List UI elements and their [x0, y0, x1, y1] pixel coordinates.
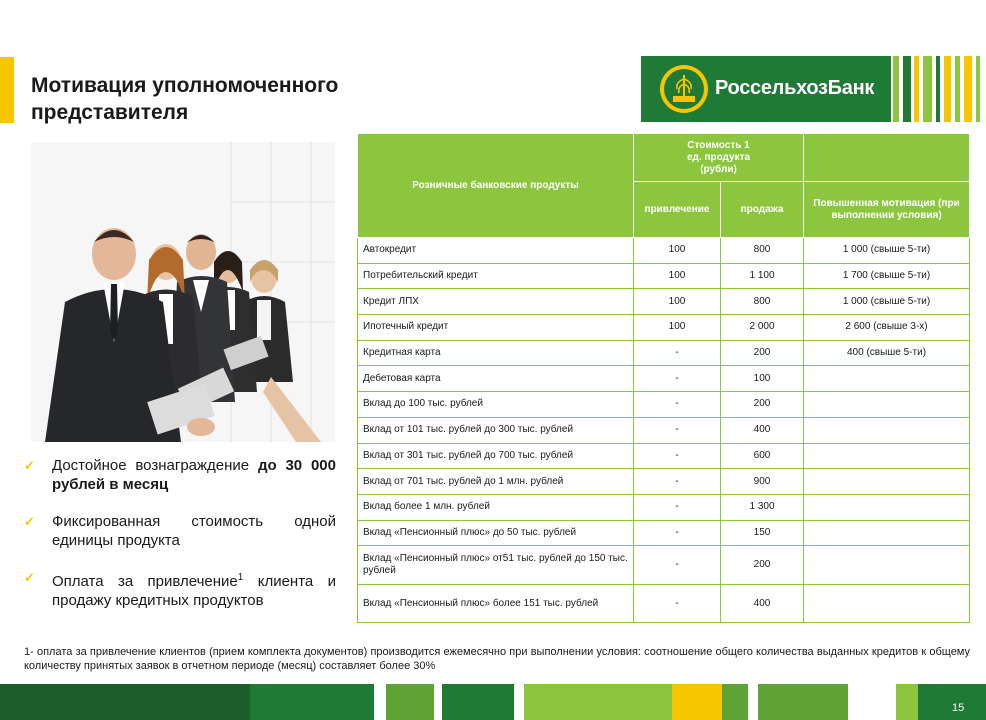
product-name-cell: Вклад от 301 тыс. рублей до 700 тыс. рублей [358, 443, 634, 469]
benefit-item: ✓ Достойное вознаграждение до 30 000 рублей в месяц [24, 457, 336, 493]
table-row [358, 289, 970, 315]
table-row [358, 238, 970, 264]
table-row [358, 443, 970, 469]
attract-cost-cell: - [634, 546, 721, 585]
table-row [358, 340, 970, 366]
product-name-cell: Вклад от 101 тыс. рублей до 300 тыс. рублей [358, 417, 634, 443]
attract-cost-cell: - [634, 585, 721, 623]
header-attract: привлечение [634, 182, 721, 238]
bank-logo [641, 56, 891, 122]
table-row [358, 520, 970, 546]
table-row [358, 546, 970, 585]
benefit-item: ✓ Оплата за привлечение$^1$ клиента и продажу кредитных продуктов [24, 570, 336, 609]
table-row [358, 263, 970, 289]
attract-cost-cell: - [634, 417, 721, 443]
product-name-cell: Вклад «Пенсионный плюс» более 151 тыс. рублей [358, 585, 634, 623]
product-name-cell: Кредитная карта [358, 340, 634, 366]
product-name-cell: Дебетовая карта [358, 366, 634, 392]
table-row [358, 315, 970, 341]
bonus-cell: 1 000 (свыше 5-ти) [804, 238, 970, 264]
attract-cost-cell: 100 [634, 289, 721, 315]
sale-cost-cell: 2 000 [721, 315, 804, 341]
sale-cost-cell: 800 [721, 289, 804, 315]
attract-cost-cell: 100 [634, 315, 721, 341]
product-cost-table [357, 133, 970, 623]
sale-cost-cell: 800 [721, 238, 804, 264]
table-row [358, 585, 970, 623]
sale-cost-cell: 400 [721, 585, 804, 623]
bonus-cell [804, 520, 970, 546]
header-cost: Стоимость 1 ед. продукта (рубли) [634, 134, 804, 182]
product-name-cell: Вклад «Пенсионный плюс» до 50 тыс. рублей [358, 520, 634, 546]
bonus-cell [804, 494, 970, 520]
product-name-cell: Потребительский кредит [358, 263, 634, 289]
sale-cost-cell: 200 [721, 546, 804, 585]
product-name-cell: Автокредит [358, 238, 634, 264]
attract-cost-cell: - [634, 443, 721, 469]
bonus-cell: 2 600 (свыше 3-х) [804, 315, 970, 341]
bonus-cell [804, 392, 970, 418]
header-bonus: Повышенная мотивация (при выполнении условия) [804, 182, 970, 238]
sale-cost-cell: 150 [721, 520, 804, 546]
sale-cost-cell: 1 100 [721, 263, 804, 289]
footnote: 1- оплата за привлечение клиентов (прием комплекта документов) производится ежемесячно при выполнении условия: соотношение общего количества выданных кредитов к общему количеству принятых заявок в отчетном периоде (месяц) составляет более 30% [24, 646, 970, 672]
bonus-cell: 1 700 (свыше 5-ти) [804, 263, 970, 289]
table-row [358, 366, 970, 392]
sale-cost-cell: 200 [721, 392, 804, 418]
product-name-cell: Кредит ЛПХ [358, 289, 634, 315]
benefits-list [24, 456, 336, 628]
sale-cost-cell: 600 [721, 443, 804, 469]
header-sale: продажа [721, 182, 804, 238]
bonus-cell [804, 443, 970, 469]
checkmark-icon: ✓ [24, 458, 35, 473]
logo-stripes-decoration [893, 56, 986, 122]
checkmark-icon: ✓ [24, 570, 35, 585]
bonus-cell: 400 (свыше 5-ти) [804, 340, 970, 366]
header-product: Розничные банковские продукты [358, 134, 634, 238]
page-title: Мотивация уполномоченного представителя [31, 74, 339, 124]
attract-cost-cell: - [634, 469, 721, 495]
page-number: 15 [952, 702, 965, 714]
sale-cost-cell: 1 300 [721, 494, 804, 520]
bonus-cell [804, 546, 970, 585]
attract-cost-cell: - [634, 340, 721, 366]
product-name-cell: Вклад до 100 тыс. рублей [358, 392, 634, 418]
header-empty [804, 134, 970, 182]
table-row [358, 469, 970, 495]
sale-cost-cell: 400 [721, 417, 804, 443]
product-name-cell: Ипотечный кредит [358, 315, 634, 341]
product-name-cell: Вклад более 1 млн. рублей [358, 494, 634, 520]
table-row [358, 417, 970, 443]
sale-cost-cell: 900 [721, 469, 804, 495]
bonus-cell [804, 469, 970, 495]
table-row [358, 494, 970, 520]
product-name-cell: Вклад «Пенсионный плюс» от51 тыс. рублей до 150 тыс. рублей [358, 546, 634, 585]
sale-cost-cell: 200 [721, 340, 804, 366]
bonus-cell: 1 000 (свыше 5-ти) [804, 289, 970, 315]
title-accent-bar [0, 57, 14, 123]
attract-cost-cell: 100 [634, 238, 721, 264]
product-name-cell: Вклад от 701 тыс. рублей до 1 млн. рублей [358, 469, 634, 495]
bonus-cell [804, 585, 970, 623]
attract-cost-cell: - [634, 366, 721, 392]
attract-cost-cell: - [634, 520, 721, 546]
table-row [358, 392, 970, 418]
footer-stripes-decoration [0, 684, 986, 720]
benefit-item: ✓ Фиксированная стоимость одной единицы продукта [24, 513, 336, 549]
business-people-photo [31, 142, 335, 442]
attract-cost-cell: - [634, 392, 721, 418]
bonus-cell [804, 417, 970, 443]
attract-cost-cell: - [634, 494, 721, 520]
bonus-cell [804, 366, 970, 392]
bank-logo-text: РоссельхозБанк [715, 77, 875, 99]
attract-cost-cell: 100 [634, 263, 721, 289]
checkmark-icon: ✓ [24, 514, 35, 529]
sale-cost-cell: 100 [721, 366, 804, 392]
bank-emblem-icon [660, 65, 708, 113]
